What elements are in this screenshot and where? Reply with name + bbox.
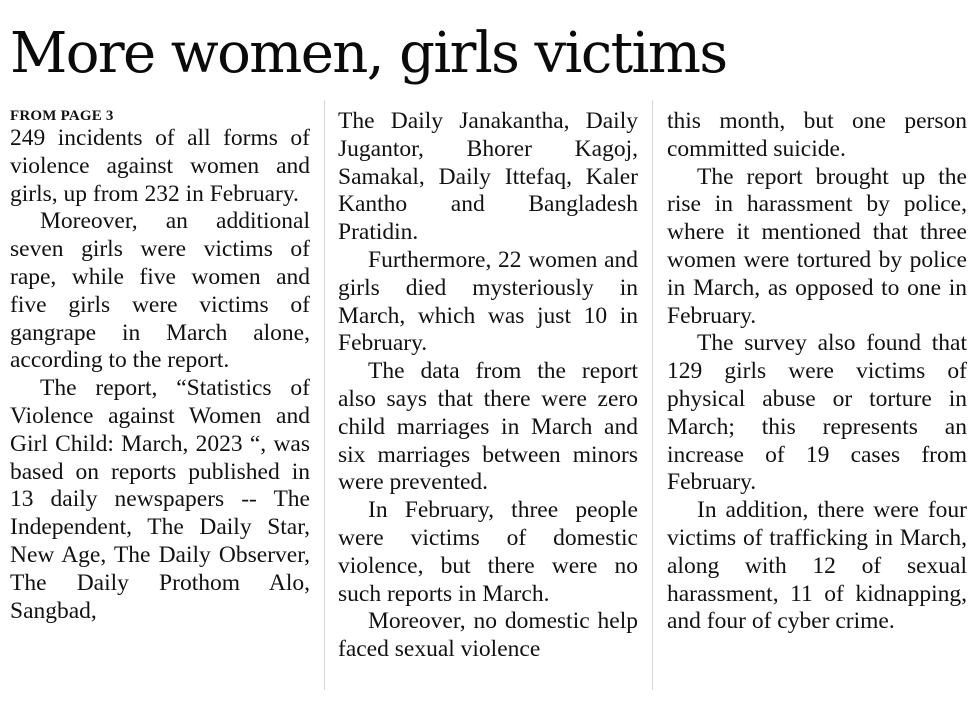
article-paragraph: The report, “Statistics of Violence against Women and Girl Child: March, 2023 “, was based on reports published in 13 daily newspapers -- The Independent, The Daily Star, New Age, The Daily Observer, The Daily Prothom Alo, Sangbad, [10,375,310,624]
article-headline: More women, girls victims [10,21,727,86]
article-paragraph: Moreover, an additional seven girls were victims of rape, while five women and five girls were victims of gangrape in March alone, according to the report. [10,208,310,374]
continued-from-kicker: FROM PAGE 3 [10,108,114,124]
article-paragraph: In February, three people were victims of domestic violence, but there were no such reports in March. [338,497,638,607]
article-paragraph: The survey also found that 129 girls were victims of physical abuse or torture in March; this represents an increase of 19 cases from February. [667,330,967,496]
article-paragraph: this month, but one person committed suicide. [667,108,967,162]
column-divider [324,100,325,690]
article-paragraph: The data from the report also says that there were zero child marriages in March and six marriages between minors were prevented. [338,358,638,496]
article-paragraph: The Daily Janakantha, Daily Jugantor, Bhorer Kagoj, Samakal, Daily Ittefaq, Kaler Kantho and Bangladesh Pratidin. [338,108,638,246]
article-paragraph: Moreover, no domestic help faced sexual violence [338,608,638,663]
article-column-1 [10,106,310,625]
article-paragraph: 249 incidents of all forms of violence against women and girls, up from 232 in February. [10,125,310,207]
article-column-2 [338,108,638,664]
article-paragraph: In addition, there were four victims of trafficking in March, along with 12 of sexual harassment, 11 of kidnapping, and four of cyber crime. [667,497,967,635]
article-paragraph: Furthermore, 22 women and girls died mysteriously in March, which was just 10 in February. [338,246,638,357]
article-column-3 [667,108,967,636]
article-paragraph: The report brought up the rise in harassment by police, where it mentioned that three women were tortured by police in March, as opposed to one in February. [667,163,967,329]
column-divider [652,100,653,690]
